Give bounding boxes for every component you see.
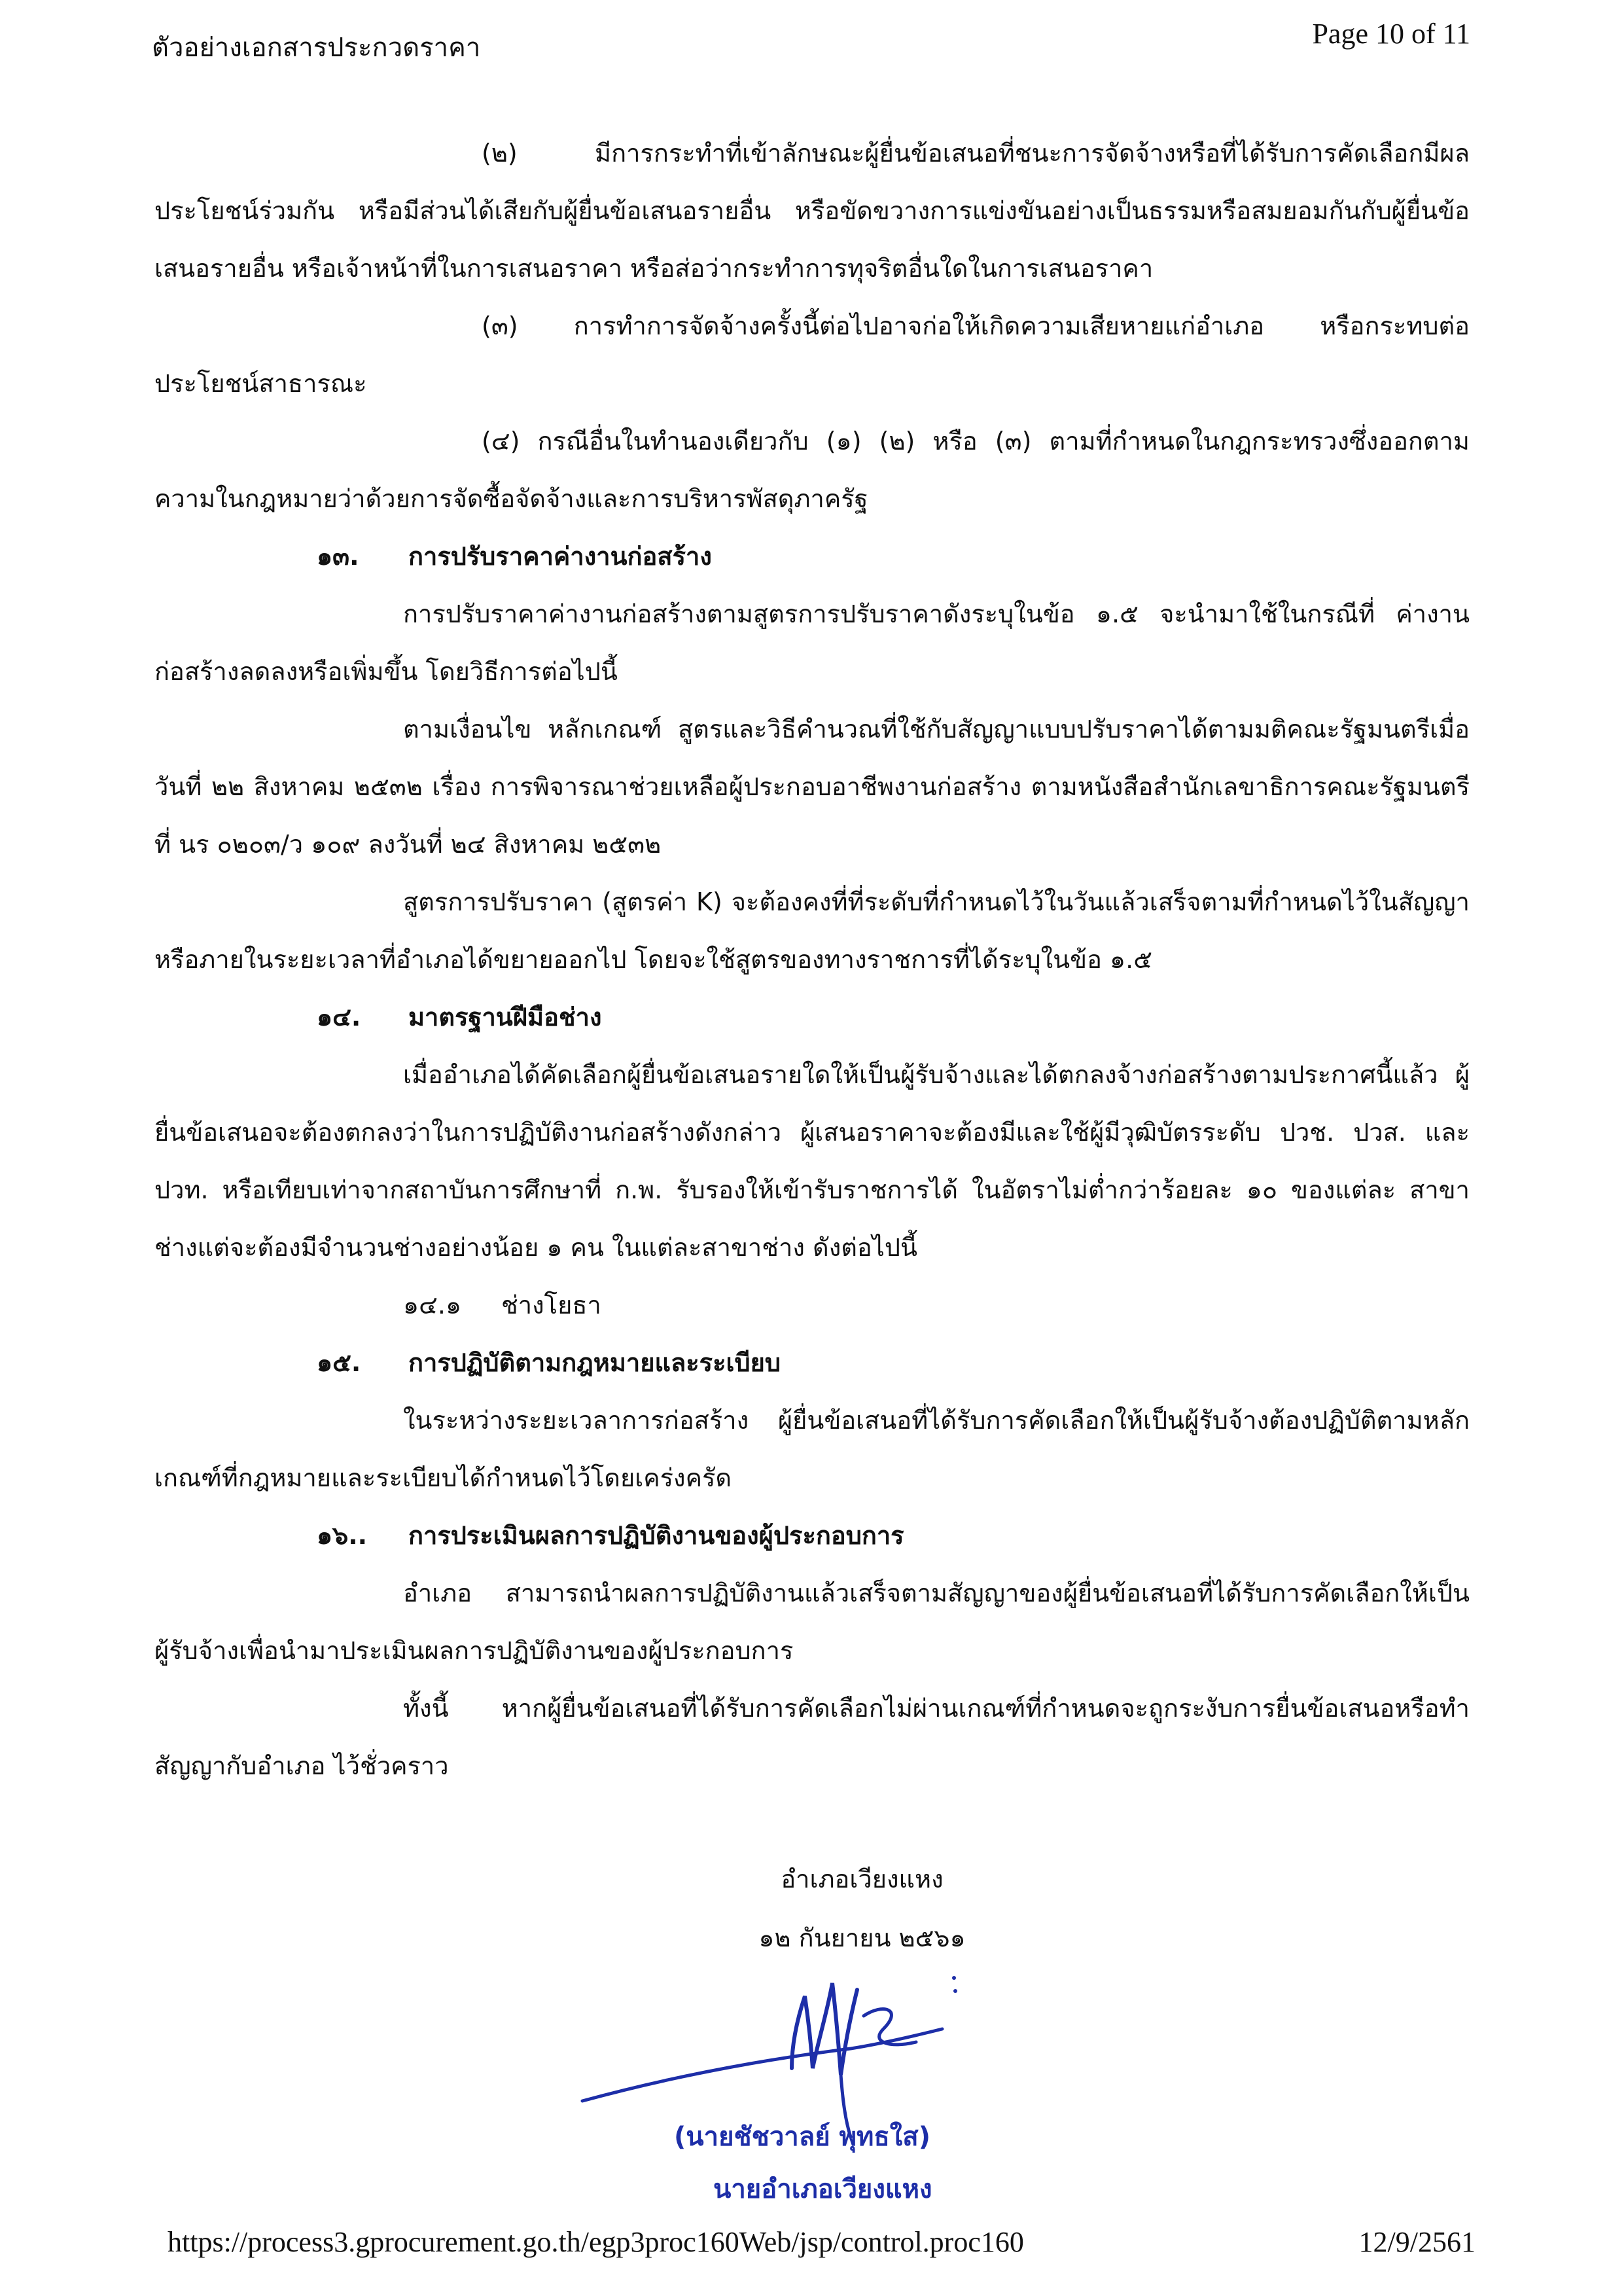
section-13-paragraph-2: ตามเงื่อนไข หลักเกณฑ์ สูตรและวิธีคำนวณที่ใช้กับสัญญาแบบปรับราคาได้ตามมติคณะรัฐมนตรีเมื่อวันที่ ๒๒ สิงหาคม ๒๕๓๒ เรื่อง การพิจารณาช่วยเหลือผู้ประกอบอาชีพงานก่อสร้าง ตามหนังสือสำนักเลขาธิการคณะรัฐมนตรี ที่ นร ๐๒๐๓/ว ๑๐๙ ลงวันที่ ๒๔ สิงหาคม ๒๕๓๒ [154, 715, 1470, 859]
section-14-title: มาตรฐานฝีมือช่าง [408, 1003, 602, 1031]
issuing-office: อำเภอเวียงแหง [781, 1865, 944, 1893]
section-13-number: ๑๓. [317, 542, 359, 571]
section-14-1-item [154, 1276, 1470, 1334]
section-15-paragraph-1: ในระหว่างระยะเวลาการก่อสร้าง ผู้ยื่นข้อเสนอที่ได้รับการคัดเลือกให้เป็นผู้รับจ้างต้องปฏิบัติตามหลักเกณฑ์ที่กฎหมายและระเบียบได้กำหนดไว้โดยเคร่งครัด [154, 1406, 1470, 1492]
section-16-paragraph-2: ทั้งนี้ หากผู้ยื่นข้อเสนอที่ได้รับการคัดเลือกไม่ผ่านเกณฑ์ที่กำหนดจะถูกระงับการยื่นข้อเสนอหรือทำสัญญากับอำเภอ ไว้ชั่วคราว [154, 1694, 1470, 1780]
document-body [154, 124, 1470, 1795]
section-15-title: การปฏิบัติตามกฎหมายและระเบียบ [408, 1348, 781, 1377]
section-13-heading [154, 528, 1470, 585]
footer-print-date: 12/9/2561 [1358, 2226, 1476, 2258]
document-type-header: ตัวอย่างเอกสารประกวดราคา [152, 33, 481, 63]
footer-url: https://process3.gprocurement.go.th/egp3proc160Web/jsp/control.proc160 [168, 2226, 1024, 2258]
signer-name: (นายชัชวาลย์ พุทธใส) [674, 2122, 930, 2152]
clause-4: (๔) กรณีอื่นในทำนองเดียวกับ (๑) (๒) หรือ (๓) ตามที่กำหนดในกฎกระทรวงซึ่งออกตามความในกฎหมายว่าด้วยการจัดซื้อจัดจ้างและการบริหารพัสดุภาครัฐ [154, 427, 1470, 513]
section-14-number: ๑๔. [317, 1003, 361, 1031]
section-14-1-number: ๑๔.๑ [403, 1291, 462, 1319]
handwritten-signature [576, 1970, 1034, 2140]
section-13-paragraph-3: สูตรการปรับราคา (สูตรค่า K) จะต้องคงที่ที่ระดับที่กำหนดไว้ในวันแล้วเสร็จตามที่กำหนดไว้ในสัญญา หรือภายในระยะเวลาที่อำเภอได้ขยายออกไป โดยจะใช้สูตรของทางราชการที่ได้ระบุในข้อ ๑.๕ [154, 888, 1470, 974]
section-15-heading [154, 1334, 1470, 1391]
issue-date: ๑๒ กันยายน ๒๕๖๑ [758, 1924, 966, 1952]
section-13-title: การปรับราคาค่างานก่อสร้าง [408, 542, 712, 571]
page-number: Page 10 of 11 [1312, 18, 1470, 50]
section-16-title: การประเมินผลการปฏิบัติงานของผู้ประกอบการ [408, 1521, 904, 1550]
clause-3: (๓) การทำการจัดจ้างครั้งนี้ต่อไปอาจก่อให้เกิดความเสียหายแก่อำเภอ หรือกระทบต่อประโยชน์สาธารณะ [154, 312, 1470, 398]
section-16-heading [154, 1507, 1470, 1564]
section-14-paragraph-1: เมื่ออำเภอได้คัดเลือกผู้ยื่นข้อเสนอรายใดให้เป็นผู้รับจ้างและได้ตกลงจ้างก่อสร้างตามประกาศนี้แล้ว ผู้ยื่นข้อเสนอจะต้องตกลงว่าในการปฏิบัติงานก่อสร้างดังกล่าว ผู้เสนอราคาจะต้องมีและใช้ผู้มีวุฒิบัตรระดับ ปวช. ปวส. และปวท. หรือเทียบเท่าจากสถาบันการศึกษาที่ ก.พ. รับรองให้เข้ารับราชการได้ ในอัตราไม่ต่ำกว่าร้อยละ ๑๐ ของแต่ละ สาขาช่างแต่จะต้องมีจำนวนช่างอย่างน้อย ๑ คน ในแต่ละสาขาช่าง ดังต่อไปนี้ [154, 1060, 1470, 1262]
section-16-number: ๑๖.. [317, 1521, 368, 1550]
section-16-paragraph-1: อำเภอ สามารถนำผลการปฏิบัติงานแล้วเสร็จตามสัญญาของผู้ยื่นข้อเสนอที่ได้รับการคัดเลือกให้เป็นผู้รับจ้างเพื่อนำมาประเมินผลการปฏิบัติงานของผู้ประกอบการ [154, 1579, 1470, 1665]
clause-2: (๒) มีการกระทำที่เข้าลักษณะผู้ยื่นข้อเสนอที่ชนะการจัดจ้างหรือที่ได้รับการคัดเลือกมีผลประโยชน์ร่วมกัน หรือมีส่วนได้เสียกับผู้ยื่นข้อเสนอรายอื่น หรือขัดขวางการแข่งขันอย่างเป็นธรรมหรือสมยอมกันกับผู้ยื่นข้อเสนอรายอื่น หรือเจ้าหน้าที่ในการเสนอราคา หรือส่อว่ากระทำการทุจริตอื่นใดในการเสนอราคา [154, 139, 1470, 283]
section-13-paragraph-1: การปรับราคาค่างานก่อสร้างตามสูตรการปรับราคาดังระบุในข้อ ๑.๕ จะนำมาใช้ในกรณีที่ ค่างานก่อสร้างลดลงหรือเพิ่มขึ้น โดยวิธีการต่อไปนี้ [154, 600, 1470, 686]
section-15-number: ๑๕. [317, 1348, 361, 1377]
section-14-1-text: ช่างโยธา [501, 1291, 601, 1319]
section-14-heading [154, 988, 1470, 1046]
signer-title: นายอำเภอเวียงแหง [713, 2174, 932, 2204]
